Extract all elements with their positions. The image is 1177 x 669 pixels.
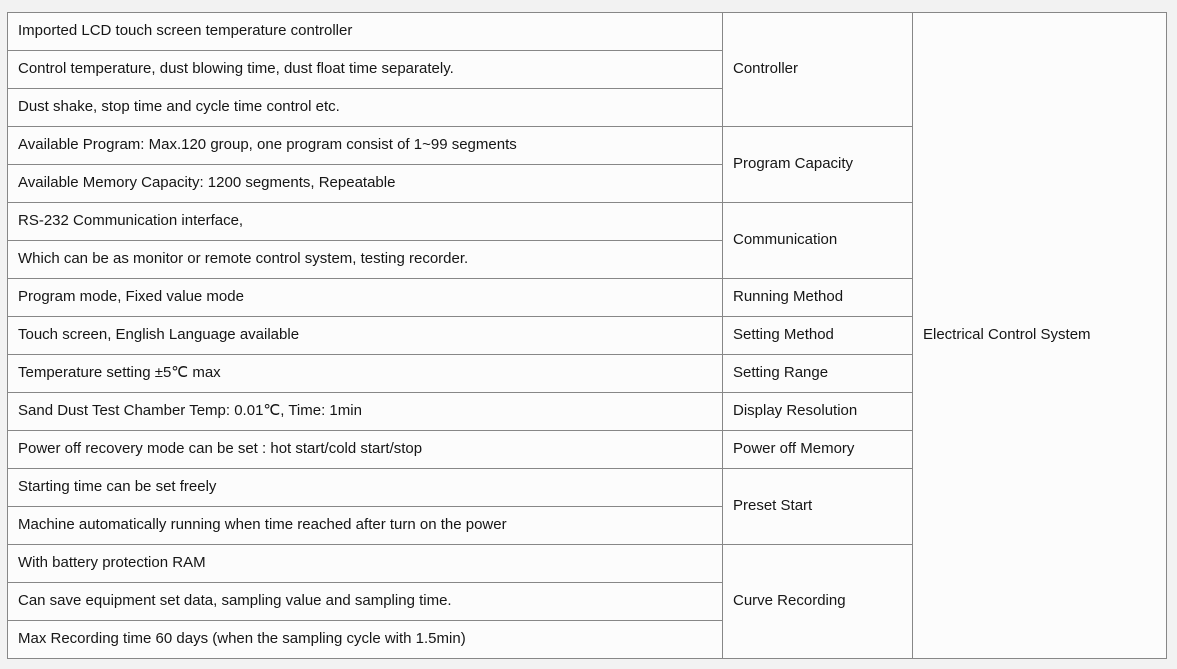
spec-description: Imported LCD touch screen temperature controller: [8, 13, 723, 51]
spec-category: Display Resolution: [723, 393, 913, 431]
spec-description: Machine automatically running when time reached after turn on the power: [8, 507, 723, 545]
spec-description: Which can be as monitor or remote control system, testing recorder.: [8, 241, 723, 279]
spec-description: Control temperature, dust blowing time, dust float time separately.: [8, 51, 723, 89]
spec-description: Sand Dust Test Chamber Temp: 0.01℃, Time: 1min: [8, 393, 723, 431]
spec-category: Setting Range: [723, 355, 913, 393]
spec-category: Controller: [723, 13, 913, 127]
spec-description: Starting time can be set freely: [8, 469, 723, 507]
spec-description: Max Recording time 60 days (when the sampling cycle with 1.5min): [8, 621, 723, 659]
spec-description: Can save equipment set data, sampling value and sampling time.: [8, 583, 723, 621]
spec-description: With battery protection RAM: [8, 545, 723, 583]
spec-description: Power off recovery mode can be set : hot start/cold start/stop: [8, 431, 723, 469]
table-row: [8, 13, 1167, 51]
spec-description: Program mode, Fixed value mode: [8, 279, 723, 317]
spec-description: Temperature setting ±5℃ max: [8, 355, 723, 393]
spec-description: Dust shake, stop time and cycle time control etc.: [8, 89, 723, 127]
spec-category: Setting Method: [723, 317, 913, 355]
system-label: Electrical Control System: [913, 13, 1167, 659]
spec-description: RS-232 Communication interface,: [8, 203, 723, 241]
spec-table: [7, 12, 1167, 659]
spec-description: Available Memory Capacity: 1200 segments, Repeatable: [8, 165, 723, 203]
spec-category: Communication: [723, 203, 913, 279]
spec-category: Curve Recording: [723, 545, 913, 659]
spec-description: Available Program: Max.120 group, one program consist of 1~99 segments: [8, 127, 723, 165]
spec-description: Touch screen, English Language available: [8, 317, 723, 355]
spec-category: Program Capacity: [723, 127, 913, 203]
spec-category: Running Method: [723, 279, 913, 317]
spec-category: Power off Memory: [723, 431, 913, 469]
spec-category: Preset Start: [723, 469, 913, 545]
